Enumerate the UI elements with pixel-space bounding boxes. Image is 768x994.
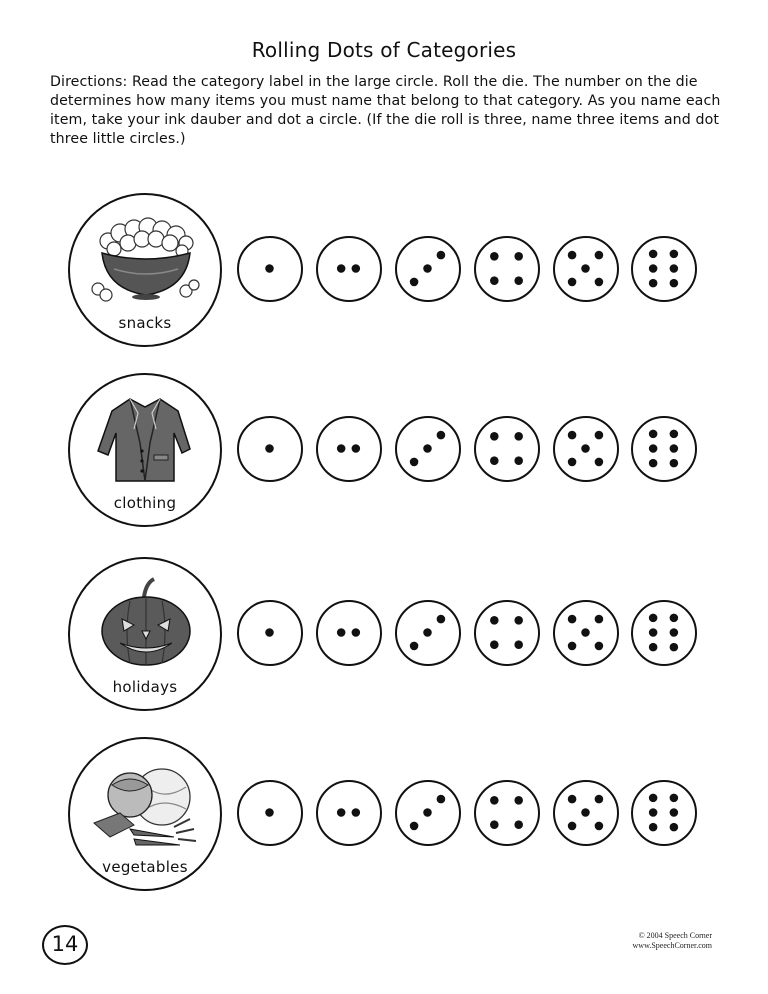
- dice-pip: [514, 456, 523, 465]
- dice-pip: [437, 251, 446, 260]
- dice-pip: [670, 444, 679, 453]
- dice-pip: [437, 615, 446, 624]
- dice-pip: [568, 458, 577, 467]
- dice-pip: [568, 795, 577, 804]
- dice-pip: [337, 264, 346, 273]
- dice-pip: [410, 458, 419, 467]
- jacket-icon: [90, 389, 200, 489]
- dice-pip: [649, 279, 658, 288]
- dice-pip: [490, 820, 499, 829]
- dice-circle-6: [631, 416, 697, 482]
- dice-face: [476, 782, 537, 843]
- copyright-notice: [560, 931, 712, 951]
- dice-pip: [670, 823, 679, 832]
- page-number: 14: [42, 925, 88, 965]
- dice-face: [476, 602, 537, 663]
- dice-pip: [649, 250, 658, 259]
- dice-pip: [670, 279, 679, 288]
- dice-circle-6: [631, 236, 697, 302]
- dice-circle-1: [237, 236, 303, 302]
- page-title: Rolling Dots of Categories: [251, 38, 517, 62]
- dice-pip: [649, 643, 658, 652]
- dice-pip: [265, 264, 274, 273]
- dice-circle-3: [395, 236, 461, 302]
- dice-pip: [352, 264, 361, 273]
- dice-pip: [423, 264, 432, 273]
- dice-face: [318, 602, 379, 663]
- dice-pip: [265, 444, 274, 453]
- dice-pip: [265, 628, 274, 637]
- dice-pip: [337, 628, 346, 637]
- dice-pip: [514, 616, 523, 625]
- dice-face: [555, 418, 616, 479]
- dice-face: [633, 602, 694, 663]
- dice-pip: [649, 459, 658, 468]
- dice-pip: [649, 444, 658, 453]
- dice-pip: [649, 430, 658, 439]
- dice-pip: [410, 822, 419, 831]
- dice-circle-2: [316, 600, 382, 666]
- dice-pip: [568, 431, 577, 440]
- dice-circle-4: [474, 600, 540, 666]
- dice-pip: [670, 628, 679, 637]
- category-row-clothing: [0, 373, 768, 533]
- dice-pip: [649, 628, 658, 637]
- dice-pip: [490, 796, 499, 805]
- dice-pip: [595, 431, 604, 440]
- dice-circle-5: [553, 780, 619, 846]
- dice-pip: [423, 444, 432, 453]
- category-label: holidays: [112, 678, 178, 696]
- jack-o-lantern-icon: [90, 573, 200, 673]
- dice-face: [239, 238, 300, 299]
- dice-circle-4: [474, 416, 540, 482]
- popcorn-bowl-icon: [90, 209, 200, 309]
- dice-pip: [514, 252, 523, 261]
- dice-pip: [490, 276, 499, 285]
- dice-circle-1: [237, 780, 303, 846]
- category-row-vegetables: [0, 737, 768, 897]
- dice-pip: [423, 808, 432, 817]
- dice-pip: [490, 640, 499, 649]
- dice-circle-2: [316, 780, 382, 846]
- dice-circle-3: [395, 600, 461, 666]
- dice-face: [318, 238, 379, 299]
- dice-circle-6: [631, 600, 697, 666]
- dice-pip: [352, 628, 361, 637]
- dice-pip: [595, 822, 604, 831]
- dice-pip: [581, 264, 590, 273]
- directions-text: Directions: Read the category label in the large circle. Roll the die. The number on the die determines how many items you must name that belong to that category. As you name each item, take your ink dauber and dot a circle. (If the die roll is three, name three items and dot three little circles.): [50, 74, 721, 147]
- dice-pip: [595, 278, 604, 287]
- dice-face: [555, 782, 616, 843]
- dice-pip: [437, 431, 446, 440]
- dice-face: [555, 238, 616, 299]
- dice-pip: [423, 628, 432, 637]
- dice-circle-5: [553, 416, 619, 482]
- dice-pip: [595, 458, 604, 467]
- dice-face: [633, 238, 694, 299]
- category-label: snacks: [118, 314, 172, 332]
- dice-pip: [649, 794, 658, 803]
- dice-pip: [514, 820, 523, 829]
- dice-pip: [649, 614, 658, 623]
- dice-pip: [670, 794, 679, 803]
- dice-pip: [670, 643, 679, 652]
- dice-pip: [352, 808, 361, 817]
- dice-pip: [514, 276, 523, 285]
- dice-face: [476, 418, 537, 479]
- dice-circle-4: [474, 236, 540, 302]
- dice-face: [397, 782, 458, 843]
- copyright-line: © 2004 Speech Corner: [638, 931, 712, 940]
- dice-pip: [595, 642, 604, 651]
- dice-pip: [595, 251, 604, 260]
- dice-face: [239, 782, 300, 843]
- dice-pip: [670, 250, 679, 259]
- dice-pip: [514, 640, 523, 649]
- dice-pip: [337, 808, 346, 817]
- dice-pip: [581, 808, 590, 817]
- dice-pip: [581, 444, 590, 453]
- category-row-snacks: [0, 193, 768, 353]
- category-circle: [68, 373, 222, 527]
- dice-pip: [437, 795, 446, 804]
- dice-pip: [670, 264, 679, 273]
- dice-face: [476, 238, 537, 299]
- dice-circle-3: [395, 416, 461, 482]
- dice-pip: [410, 278, 419, 287]
- dice-pip: [568, 278, 577, 287]
- dice-circle-3: [395, 780, 461, 846]
- dice-pip: [490, 252, 499, 261]
- website-line: www.SpeechCorner.com: [632, 941, 712, 950]
- dice-circle-6: [631, 780, 697, 846]
- category-row-holidays: [0, 557, 768, 717]
- dice-face: [397, 418, 458, 479]
- dice-face: [397, 238, 458, 299]
- dice-pip: [595, 615, 604, 624]
- dice-pip: [337, 444, 346, 453]
- category-circle: [68, 737, 222, 891]
- dice-circle-5: [553, 236, 619, 302]
- dice-pip: [649, 823, 658, 832]
- dice-pip: [352, 444, 361, 453]
- category-label: clothing: [113, 494, 177, 512]
- dice-pip: [670, 808, 679, 817]
- dice-circle-1: [237, 600, 303, 666]
- dice-pip: [649, 264, 658, 273]
- dice-circle-2: [316, 236, 382, 302]
- dice-pip: [581, 628, 590, 637]
- dice-pip: [670, 614, 679, 623]
- dice-circle-4: [474, 780, 540, 846]
- dice-pip: [490, 616, 499, 625]
- dice-pip: [568, 822, 577, 831]
- category-label: vegetables: [102, 858, 188, 876]
- dice-pip: [595, 795, 604, 804]
- dice-face: [555, 602, 616, 663]
- dice-pip: [514, 796, 523, 805]
- dice-face: [633, 782, 694, 843]
- dice-circle-5: [553, 600, 619, 666]
- dice-pip: [265, 808, 274, 817]
- dice-face: [318, 418, 379, 479]
- dice-pip: [514, 432, 523, 441]
- dice-circle-1: [237, 416, 303, 482]
- category-circle: [68, 193, 222, 347]
- dice-face: [239, 418, 300, 479]
- dice-pip: [490, 456, 499, 465]
- dice-face: [397, 602, 458, 663]
- dice-pip: [670, 459, 679, 468]
- dice-pip: [410, 642, 419, 651]
- dice-pip: [490, 432, 499, 441]
- dice-pip: [649, 808, 658, 817]
- cabbage-carrots-icon: [90, 753, 200, 853]
- dice-pip: [670, 430, 679, 439]
- category-circle: [68, 557, 222, 711]
- dice-face: [318, 782, 379, 843]
- dice-face: [239, 602, 300, 663]
- dice-pip: [568, 251, 577, 260]
- dice-pip: [568, 615, 577, 624]
- dice-face: [633, 418, 694, 479]
- dice-circle-2: [316, 416, 382, 482]
- dice-pip: [568, 642, 577, 651]
